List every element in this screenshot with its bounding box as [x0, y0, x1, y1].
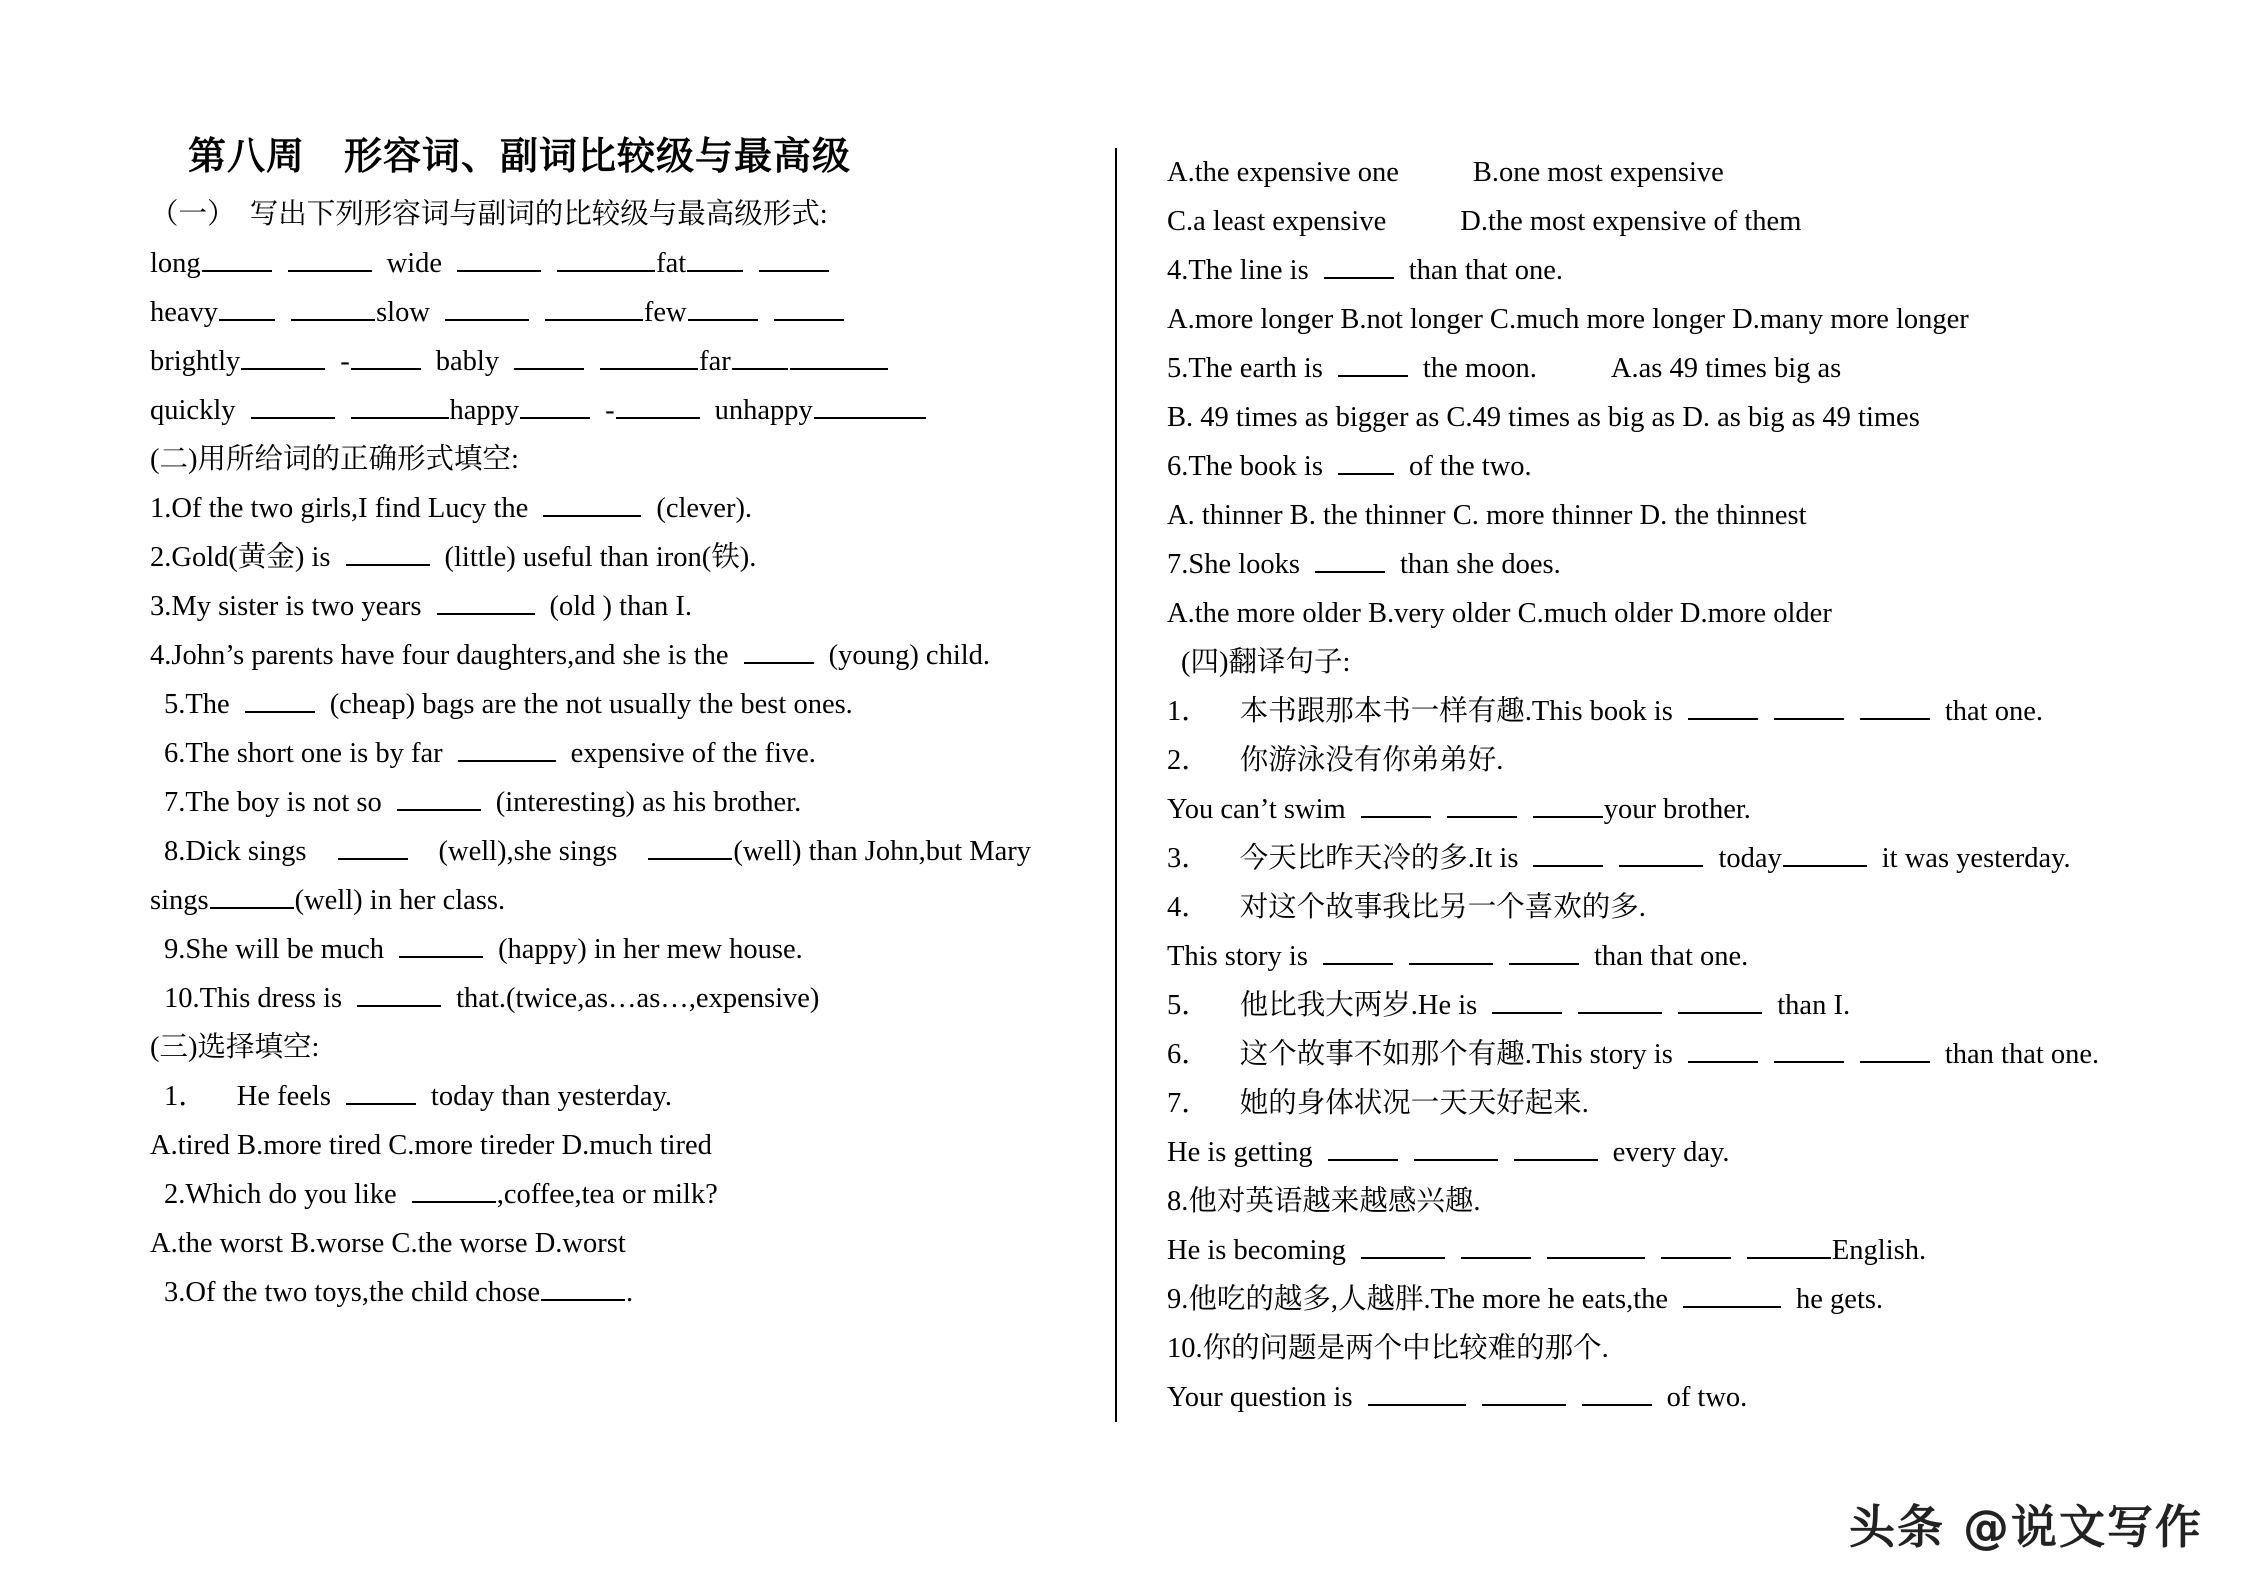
word-far: far: [699, 346, 731, 377]
item-text: John’s parents have four daughters,and she is the: [171, 640, 729, 671]
blank[interactable]: [1324, 250, 1394, 279]
item-tail: every day.: [1612, 1137, 1730, 1168]
blank[interactable]: [291, 292, 375, 321]
fill-item-9: [150, 925, 1075, 974]
fill-item-6: [150, 729, 1075, 778]
item-tail: than she does.: [1400, 549, 1561, 580]
item-chinese: 今天比昨天冷的多.It is: [1239, 843, 1519, 874]
item-text: Of the two girls,I find Lucy the: [171, 493, 529, 524]
item-hint: (old ) than I.: [549, 591, 692, 622]
item-chinese: 他对英语越来越感兴趣.: [1188, 1186, 1481, 1217]
fill-item-1: [150, 484, 1075, 533]
item-hint: (cheap) bags are the not usually the best ones.: [329, 689, 853, 720]
translate-item-8: [1167, 1177, 2185, 1226]
choice-item-5-options[interactable]: B. 49 times as bigger as C.49 times as big as D. as big as 49 times: [1167, 402, 1920, 433]
item-number: 9.: [1167, 1284, 1189, 1315]
item-number: 5.: [164, 689, 186, 720]
word-row-2: [150, 288, 1075, 337]
blank[interactable]: [1492, 985, 1562, 1014]
item-number: 1．: [1167, 696, 1210, 727]
translate-item-8-answer: [1167, 1226, 2185, 1275]
blank[interactable]: [1747, 1230, 1831, 1259]
choice-item-6: [1167, 442, 2185, 491]
item-chinese: 这个故事不如那个有趣.This story is: [1239, 1039, 1673, 1070]
item-hint: that.(twice,as…as…,expensive): [456, 983, 820, 1014]
item-text: My sister is two years: [171, 591, 422, 622]
item-tail: it was yesterday.: [1881, 843, 2071, 874]
item-text: The earth is: [1188, 353, 1323, 384]
item-text-cont: This story is: [1167, 941, 1308, 972]
item-text-mid: (well),she sings: [438, 836, 618, 867]
translate-item-2: [1167, 736, 2185, 785]
choice-item-5: [1167, 344, 2185, 393]
item-text: She looks: [1188, 549, 1301, 580]
item-text: The boy is not so: [185, 787, 382, 818]
item-text: Which do you like: [185, 1179, 397, 1210]
fill-item-10: [150, 974, 1075, 1023]
item-chinese: 本书跟那本书一样有趣.This book is: [1239, 696, 1673, 727]
blank[interactable]: [688, 292, 758, 321]
translate-item-4-answer: [1167, 932, 2185, 981]
item-number: 5．: [1167, 990, 1210, 1021]
translate-item-10: [1167, 1324, 2185, 1373]
item-tail: that one.: [1944, 696, 2043, 727]
blank[interactable]: [241, 341, 325, 370]
word-row-4: [150, 386, 1075, 435]
item-tail: than that one.: [1593, 941, 1749, 972]
blank[interactable]: [814, 390, 926, 419]
blank[interactable]: [616, 390, 700, 419]
blank[interactable]: [1461, 1230, 1531, 1259]
blank[interactable]: [397, 782, 481, 811]
blank[interactable]: [1447, 789, 1517, 818]
item-tail: of the two.: [1408, 451, 1532, 482]
blank[interactable]: [514, 341, 584, 370]
item-text-mid: today: [1718, 843, 1782, 874]
word-brightly: brightly: [150, 346, 241, 377]
blank[interactable]: [1783, 838, 1867, 867]
item-tail: ,coffee,tea or milk?: [496, 1179, 718, 1210]
blank[interactable]: [351, 341, 421, 370]
blank[interactable]: [1688, 1034, 1758, 1063]
item-hint: expensive of the five.: [570, 738, 816, 769]
choice-item-2-options[interactable]: A.the worst B.worse C.the worse D.worst: [150, 1228, 626, 1259]
item-hint-cont: (well) in her class.: [294, 885, 506, 916]
blank[interactable]: [457, 243, 541, 272]
translate-item-2-answer: [1167, 785, 2185, 834]
item-tail: than that one.: [1408, 255, 1564, 286]
word-happy: happy: [449, 395, 520, 426]
blank[interactable]: [1619, 838, 1703, 867]
item-number: 3.: [164, 1277, 186, 1308]
blank[interactable]: [545, 292, 643, 321]
item-chinese: 对这个故事我比另一个喜欢的多.: [1239, 892, 1646, 923]
word-quickly: quickly: [150, 395, 236, 426]
word-wide: wide: [386, 248, 443, 279]
item-text: Dick sings: [185, 836, 307, 867]
blank[interactable]: [399, 929, 483, 958]
item-number: 6.: [1167, 451, 1189, 482]
item-chinese: 你的问题是两个中比较难的那个.: [1202, 1333, 1609, 1364]
item-text-cont: sings: [150, 885, 209, 916]
translate-item-6: [1167, 1030, 2185, 1079]
item-chinese: 你游泳没有你弟弟好.: [1239, 745, 1504, 776]
blank[interactable]: [600, 341, 698, 370]
word-few: few: [643, 297, 687, 328]
translate-item-4: [1167, 883, 2185, 932]
item-text: He feels: [236, 1081, 331, 1112]
blank[interactable]: [1368, 1377, 1466, 1406]
translate-item-10-answer: [1167, 1373, 2185, 1422]
option-c[interactable]: C.a least expensive: [1167, 206, 1387, 237]
word-row-3: [150, 337, 1075, 386]
blank[interactable]: [1688, 691, 1758, 720]
item-tail: English.: [1831, 1235, 1927, 1266]
blank[interactable]: [1582, 1377, 1652, 1406]
blank[interactable]: [1328, 1132, 1398, 1161]
word-bably: bably: [435, 346, 500, 377]
choice-item-3-options-line-1: [1167, 148, 2185, 197]
item-number: 1．: [164, 1081, 207, 1112]
blank[interactable]: [732, 341, 788, 370]
word-slow: slow: [376, 297, 430, 328]
choice-item-7-options[interactable]: A.the more older B.very older C.much older D.more older: [1167, 598, 1832, 629]
blank[interactable]: [251, 390, 335, 419]
fill-item-5: [150, 680, 1075, 729]
blank[interactable]: [351, 390, 449, 419]
item-text: She will be much: [185, 934, 385, 965]
item-number: 3.: [150, 591, 172, 622]
item-tail: than that one.: [1944, 1039, 2100, 1070]
blank[interactable]: [437, 586, 535, 615]
blank[interactable]: [744, 635, 814, 664]
choice-item-7: [1167, 540, 2185, 589]
item-hint: (clever).: [656, 493, 753, 524]
blank[interactable]: [346, 537, 430, 566]
item-number: 6.: [164, 738, 186, 769]
item-text-cont: You can’t swim: [1167, 794, 1346, 825]
blank[interactable]: [774, 292, 844, 321]
blank[interactable]: [1860, 1034, 1930, 1063]
item-text: This dress is: [199, 983, 343, 1014]
item-chinese: 他比我大两岁.He is: [1239, 990, 1478, 1021]
item-number: 6．: [1167, 1039, 1210, 1070]
section-three-heading: (三)选择填空:: [150, 1032, 320, 1063]
word-row-1: [150, 239, 1075, 288]
choice-item-1-options[interactable]: A.tired B.more tired C.more tireder D.much tired: [150, 1130, 712, 1161]
option-b[interactable]: B.one most expensive: [1472, 157, 1724, 188]
option-d[interactable]: D.the most expensive of them: [1460, 206, 1802, 237]
blank[interactable]: [338, 831, 408, 860]
item-number: 4．: [1167, 892, 1210, 923]
item-number: 4.: [1167, 255, 1189, 286]
item-tail: he gets.: [1796, 1284, 1884, 1315]
blank[interactable]: [1315, 544, 1385, 573]
item-text-cont: Your question is: [1167, 1382, 1353, 1413]
item-number: 3．: [1167, 843, 1210, 874]
item-chinese: 她的身体状况一天天好起来.: [1239, 1088, 1589, 1119]
fill-item-4: [150, 631, 1075, 680]
blank[interactable]: [1482, 1377, 1566, 1406]
word-unhappy: unhappy: [714, 395, 813, 426]
fill-item-8: [150, 827, 1075, 876]
translate-item-7: [1167, 1079, 2185, 1128]
blank[interactable]: [1533, 838, 1603, 867]
item-number: 7．: [1167, 1088, 1210, 1119]
watermark: 头条 @说文写作: [1848, 1500, 2203, 1554]
item-hint: (well) than John,but Mary: [733, 836, 1031, 867]
item-number: 10.: [164, 983, 200, 1014]
item-hint: (young) child.: [828, 640, 991, 671]
blank[interactable]: [1661, 1230, 1731, 1259]
option-a[interactable]: A.the expensive one: [1167, 157, 1399, 188]
section-one-heading: （一） 写出下列形容词与副词的比较级与最高级形式:: [150, 199, 828, 230]
item-text: Of the two toys,the child chose: [185, 1277, 540, 1308]
blank[interactable]: [1578, 985, 1662, 1014]
item-tail: your brother.: [1603, 794, 1751, 825]
translate-item-9: [1167, 1275, 2185, 1324]
item-text: The: [185, 689, 230, 720]
blank[interactable]: [557, 243, 655, 272]
hyphen-separator: -: [340, 346, 350, 377]
item-tail: today than yesterday.: [430, 1081, 673, 1112]
translate-item-3: [1167, 834, 2185, 883]
blank[interactable]: [1774, 1034, 1844, 1063]
blank[interactable]: [1774, 691, 1844, 720]
blank[interactable]: [543, 488, 641, 517]
item-number: 4.: [150, 640, 172, 671]
choice-item-3-options-line-2: [1167, 197, 2185, 246]
blank[interactable]: [357, 978, 441, 1007]
word-fat: fat: [656, 248, 687, 279]
item-text: Gold(黄金) is: [171, 542, 331, 573]
blank[interactable]: [1860, 691, 1930, 720]
blank[interactable]: [1361, 1230, 1445, 1259]
option-a[interactable]: A.as 49 times big as: [1610, 353, 1842, 384]
blank[interactable]: [210, 880, 294, 909]
item-tail: the moon.: [1422, 353, 1537, 384]
blank[interactable]: [759, 243, 829, 272]
section-four-heading: (四)翻译句子:: [1181, 647, 1351, 678]
blank[interactable]: [790, 341, 888, 370]
item-text-cont: He is becoming: [1167, 1235, 1346, 1266]
item-hint: (happy) in her mew house.: [498, 934, 803, 965]
blank[interactable]: [541, 1272, 625, 1301]
item-number: 5.: [1167, 353, 1189, 384]
blank[interactable]: [1338, 446, 1394, 475]
fill-item-2: [150, 533, 1075, 582]
left-column: [0, 0, 1115, 1587]
choice-item-3: [150, 1268, 1075, 1317]
blank[interactable]: [1683, 1279, 1781, 1308]
item-hint: (little) useful than iron(铁).: [444, 542, 757, 573]
item-number: 2.: [150, 542, 172, 573]
blank[interactable]: [219, 292, 275, 321]
blank[interactable]: [1323, 936, 1393, 965]
item-tail: .: [625, 1277, 634, 1308]
blank[interactable]: [520, 390, 590, 419]
section-two-heading: (二)用所给词的正确形式填空:: [150, 444, 519, 475]
translate-item-1: [1167, 687, 2185, 736]
page-title: 第八周 形容词、副词比较级与最高级: [188, 134, 852, 178]
blank[interactable]: [245, 684, 315, 713]
choice-item-2: [150, 1170, 1075, 1219]
item-text: The short one is by far: [185, 738, 443, 769]
choice-item-6-options[interactable]: A. thinner B. the thinner C. more thinner D. the thinnest: [1167, 500, 1807, 531]
blank[interactable]: [1533, 789, 1603, 818]
hyphen-separator: -: [605, 395, 615, 426]
translate-item-5: [1167, 981, 2185, 1030]
item-number: 8.: [1167, 1186, 1189, 1217]
item-number: 10.: [1167, 1333, 1203, 1364]
blank[interactable]: [202, 243, 272, 272]
blank[interactable]: [288, 243, 372, 272]
blank[interactable]: [648, 831, 732, 860]
blank[interactable]: [1414, 1132, 1498, 1161]
fill-item-7: [150, 778, 1075, 827]
blank[interactable]: [412, 1174, 496, 1203]
blank[interactable]: [1509, 936, 1579, 965]
choice-item-1: [150, 1072, 1075, 1121]
word-long: long: [150, 248, 201, 279]
fill-item-8-continued: [150, 876, 1075, 925]
item-text-cont: He is getting: [1167, 1137, 1313, 1168]
item-number: 7.: [164, 787, 186, 818]
fill-item-3: [150, 582, 1075, 631]
item-number: 8.: [164, 836, 186, 867]
blank[interactable]: [1514, 1132, 1598, 1161]
word-heavy: heavy: [150, 297, 219, 328]
blank[interactable]: [445, 292, 529, 321]
choice-item-4-options[interactable]: A.more longer B.not longer C.much more longer D.many more longer: [1167, 304, 1969, 335]
item-number: 2.: [164, 1179, 186, 1210]
item-number: 9.: [164, 934, 186, 965]
item-text: The line is: [1188, 255, 1309, 286]
blank[interactable]: [1361, 789, 1431, 818]
blank[interactable]: [458, 733, 556, 762]
item-hint: (interesting) as his brother.: [495, 787, 802, 818]
blank[interactable]: [346, 1076, 416, 1105]
item-tail: of two.: [1666, 1382, 1748, 1413]
blank[interactable]: [687, 243, 743, 272]
right-column: [1117, 0, 2245, 1587]
item-text: The book is: [1188, 451, 1323, 482]
item-number: 7.: [1167, 549, 1189, 580]
blank[interactable]: [1338, 348, 1408, 377]
translate-item-7-answer: [1167, 1128, 2185, 1177]
blank[interactable]: [1547, 1230, 1645, 1259]
item-number: 1.: [150, 493, 172, 524]
blank[interactable]: [1409, 936, 1493, 965]
choice-item-4: [1167, 246, 2185, 295]
item-number: 2．: [1167, 745, 1210, 776]
item-chinese: 他吃的越多,人越胖.The more he eats,the: [1188, 1284, 1669, 1315]
blank[interactable]: [1678, 985, 1762, 1014]
item-tail: than I.: [1777, 990, 1851, 1021]
